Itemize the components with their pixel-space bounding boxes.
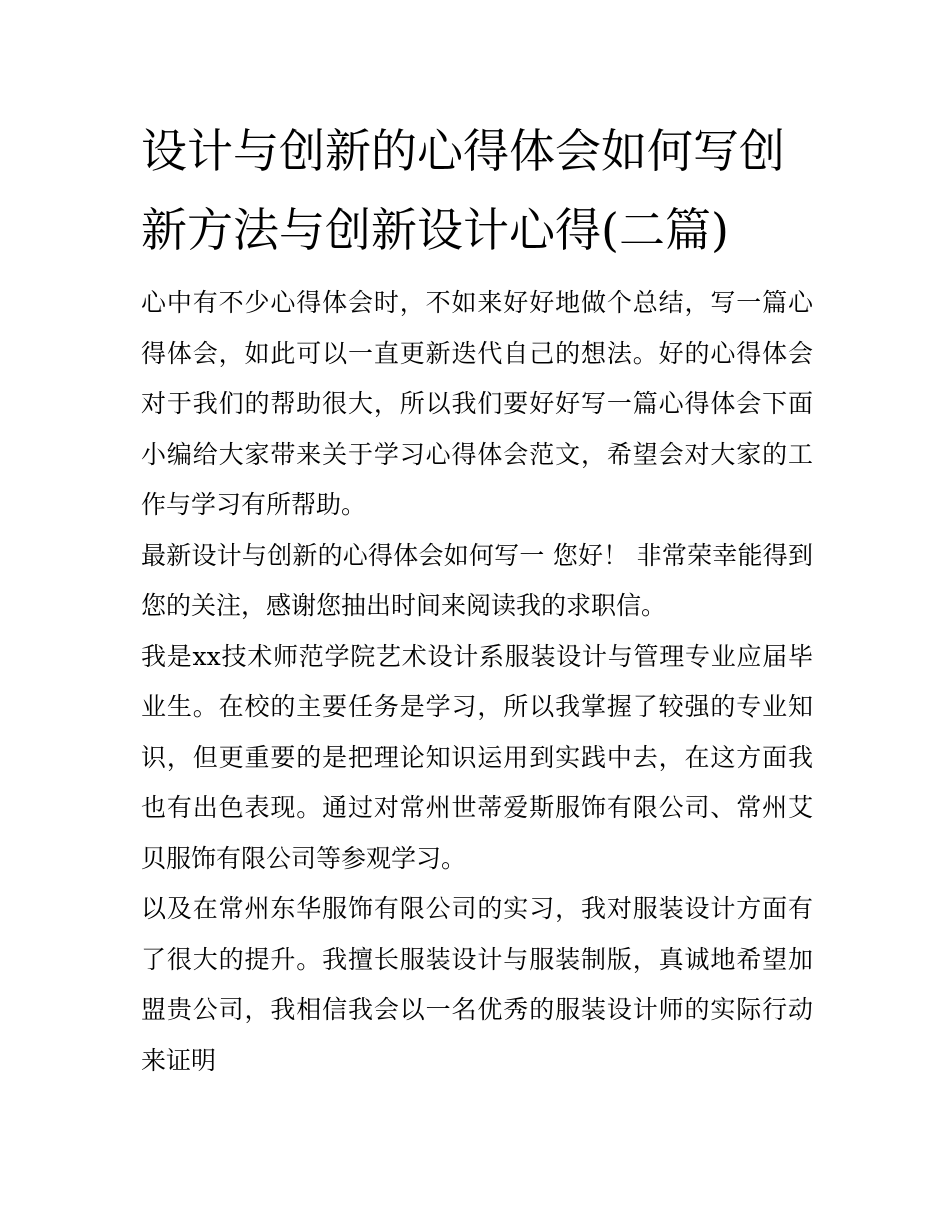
paragraph-intro: 心中有不少心得体会时，不如来好好地做个总结，写一篇心得体会，如此可以一直更新迭代自己的想法。好的心得体会对于我们的帮助很大，所以我们要好好写一篇心得体会下面小编给大家带来关于学习心得体会范文，希望会对大家的工作与学习有所帮助。 xyxy=(141,288,813,519)
document-title: 设计与创新的心得体会如何写创新方法与创新设计心得(二篇) xyxy=(141,124,785,257)
paragraph-education: 我是xx技术师范学院艺术设计系服装设计与管理专业应届毕业生。在校的主要任务是学习，所以我掌握了较强的专业知识，但更重要的是把理论知识运用到实践中去，在这方面我也有出色表现。通过对常州世蒂爱斯服饰有限公司、常州艾贝服饰有限公司等参观学习。 xyxy=(141,641,813,873)
document-body xyxy=(141,112,813,1086)
paragraph-internship: 以及在常州东华服饰有限公司的实习，我对服装设计方面有了很大的提升。我擅长服装设计与服装制版，真诚地希望加盟贵公司，我相信我会以一名优秀的服装设计师的实际行动来证明 xyxy=(141,894,813,1075)
paragraph-greeting: 最新设计与创新的心得体会如何写一 您好！ 非常荣幸能得到您的关注，感谢您抽出时间来阅读我的求职信。 xyxy=(141,540,813,620)
